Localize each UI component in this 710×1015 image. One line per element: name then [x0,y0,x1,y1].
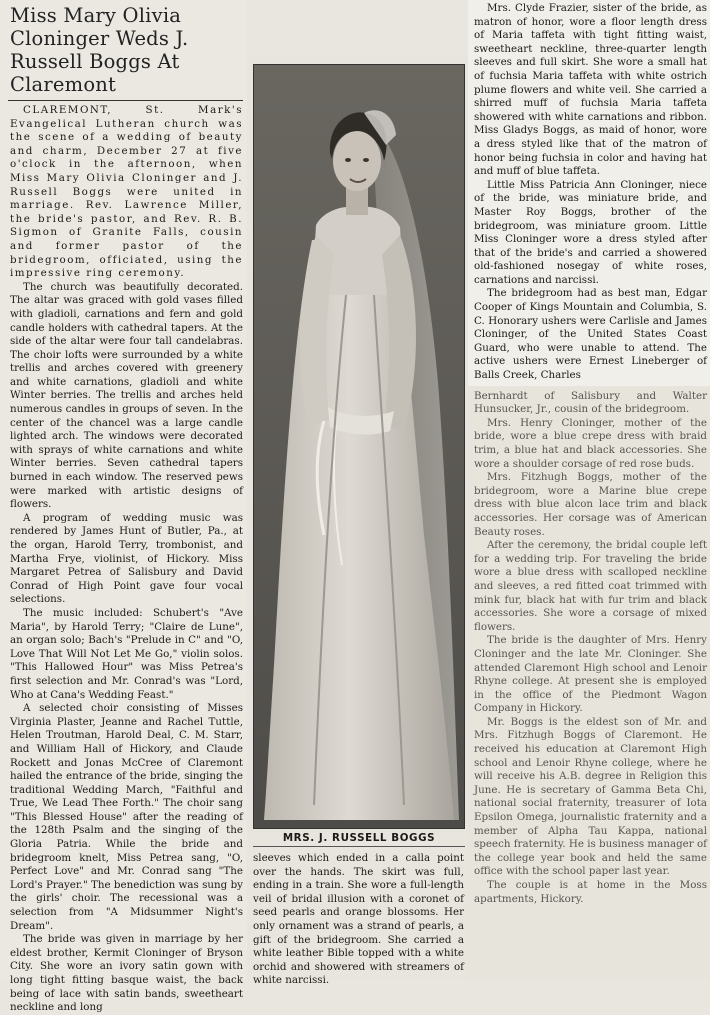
paragraph-groom-mother: Mrs. Fitzhugh Boggs, mother of the bridegroom, wore a Marine blue crepe dress with blue alcon lace trim and black accessories. Her corsage was of American Beauty roses. [474,471,707,538]
paragraph-music-program: A program of wedding music was rendered by James Hunt of Butler, Pa., at the organ, Harold Terry, trombonist, and Martha Frye, violinist, of Hickory. Miss Margaret Petrea of Salisbury and David Conrad of High Point gave four vocal selections. [10,511,243,606]
bride-photo [253,64,465,829]
caption-rule [253,846,465,847]
paragraph-attendants: Mrs. Clyde Frazier, sister of the bride, as matron of honor, wore a floor length dress of Maria taffeta with tight fitting waist, sweetheart neckline, three-quarter length sleeves and full skirt. She wore a small hat of fuchsia Maria taffeta with white ostrich plume flowers and white veil. She carried a shirred muff of fuchsia Maria taffeta showered with white carnations and ribbon. Miss Gladys Boggs, as maid of honor, wore a dress styled like that of the matron of honor being fuchsia in color and having hat and muff of blue taffeta. [474,2,707,178]
right-column-highlighted [468,0,710,386]
right-column-rest [468,386,710,910]
paragraph-lead: CLAREMONT, St. Mark's Evangelical Lutheran church was the scene of a wedding of beauty and charm, December 27 at five o'clock in the afternoon, when Miss Mary Olivia Cloninger and J. Russell Boggs were united in marriage. Rev. Lawrence Miller, the bride's pastor, and Rev. R. B. Sigmon of Granite Falls, cousin and former pastor of the bridegroom, officiated, using the impressive ring ceremony. [10,104,243,280]
middle-column [247,56,468,987]
paragraph-wedding-trip: After the ceremony, the bridal couple left for a wedding trip. For traveling the bride wore a blue dress with scalloped neckline and sleeves, a red fitted coat trimmed with mink fur, black hat with fur trim and black accessories. She wore a corsage of mixed flowers. [474,539,707,633]
headline-rule [8,100,243,101]
paragraph-gown-continued: sleeves which ended in a calla point over the hands. The skirt was full, ending in a train. She wore a full-length veil of bridal illusion with a coronet of seed pearls and orange blossoms. Her only ornament was a strand of pearls, a gift of the bridegroom. She carried a white leather Bible topped with a white orchid and showered with streamers of white narcissi. [253,852,464,987]
middle-bottom-text [253,852,464,988]
paragraph-music-selections: The music included: Schubert's "Ave Maria", by Harold Terry; "Claire de Lune", an organ solo; Bach's "Prelude in C" and "O, Love That Will Not Let Me Go," violin solos. "This Hallowed Hour" was Miss Petrea's first selection and Mr. Conrad's was "Lord, Who at Cana's Wedding Feast." [10,606,243,701]
paragraph-miniature-bride: Little Miss Patricia Ann Cloninger, niece of the bride, was miniature bride, and Master Roy Boggs, brother of the bridegroom, was miniature groom. Little Miss Cloninger wore a dress styled after that of the bride's and carried a showered old-fashioned nosegay of white roses, carnations and narcissi. [474,178,707,286]
paragraph-bride-gown: The bride was given in marriage by her eldest brother, Kermit Cloninger of Bryson City. She wore an ivory satin gown with long tight fitting basque waist, the back being of lace with satin bands, sweetheart neckline and long [10,933,243,1014]
paragraph-groom-background: Mr. Boggs is the eldest son of Mr. and Mrs. Fitzhugh Boggs of Claremont. He received his education at Claremont High school and Lenoir Rhyne college, where he will receive his A.B. degree in Religion this June. He is secretary of Gamma Beta Chi, national social fraternity, treasurer of Iota Epsilon Omega, journalistic fraternity and a member of Alpha Tau Kappa, national speech fraternity. He is business manager of the college year book and held the same office with the school paper last year. [474,715,707,878]
left-column [0,0,247,1014]
paragraph-decorations: The church was beautifully decorated. The altar was graced with gold vases filled with gladioli, carnations and fern and gold candle holders with cathedral tapers. At the side of the altar were four tall candelabras. The choir lofts were surrounded by a white trellis and arches covered with greenery and white carnations, gladioli and white Winter berries. The trellis and arches held numerous candles in groups of seven. In the center of the chancel was a large candle lighted arch. The windows were decorated with sprays of white carnations and white Winter berries. Seven cathedral tapers burned in each window. The reserved pews were marked with artistic designs of flowers. [10,280,243,511]
paragraph-ushers-continued: Bernhardt of Salisbury and Walter Hunsucker, Jr., cousin of the bridegroom. [474,389,707,416]
headline: Miss Mary Olivia Cloninger Weds J. Russell Boggs At Claremont [10,4,189,96]
photo-caption: MRS. J. RUSSELL BOGGS [282,832,436,844]
paragraph-couple-home: The couple is at home in the Moss apartments, Hickory. [474,879,707,905]
bride-portrait-illustration [254,65,464,828]
paragraph-bride-mother: Mrs. Henry Cloninger, mother of the bride, wore a blue crepe dress with braid trim, a blue hat and black accessories. She wore a shoulder corsage of red rose buds. [474,416,707,470]
paragraph-ushers: The bridegroom had as best man, Edgar Cooper of Kings Mountain and Columbia, S. C. Honorary ushers were Carlisle and James Cloninger, of the United States Coast Guard, who were unable to attend. The active ushers were Ernest Lineberger of Balls Creek, Charles [474,287,707,382]
right-column [468,0,710,979]
paragraph-choir: A selected choir consisting of Misses Virginia Plaster, Jeanne and Rachel Tuttle, Helen Troutman, Harold Deal, C. M. Starr, and William Hall of Hickory, and Claude Rockett and Jonas McCree of Claremont hailed the entrance of the bride, singing the traditional Wedding March, "Faithful and True, We Lead Thee Forth." The choir sang "This Blessed House" after the reading of the 128th Psalm and the singing of the Gloria Patria. While the bride and bridegroom knelt, Miss Petrea sang, "O, Perfect Love" and Mr. Conrad sang "The Lord's Prayer." The benediction was sung by the girls' choir. The recessional was a selection from "A Midsummer Night's Dream". [10,702,243,932]
paragraph-bride-background: The bride is the daughter of Mrs. Henry Cloninger and the late Mr. Cloninger. She attended Claremont High school and Lenoir Rhyne college. At present she is employed in the office of the Piedmont Wagon Company in Hickory. [474,634,707,715]
